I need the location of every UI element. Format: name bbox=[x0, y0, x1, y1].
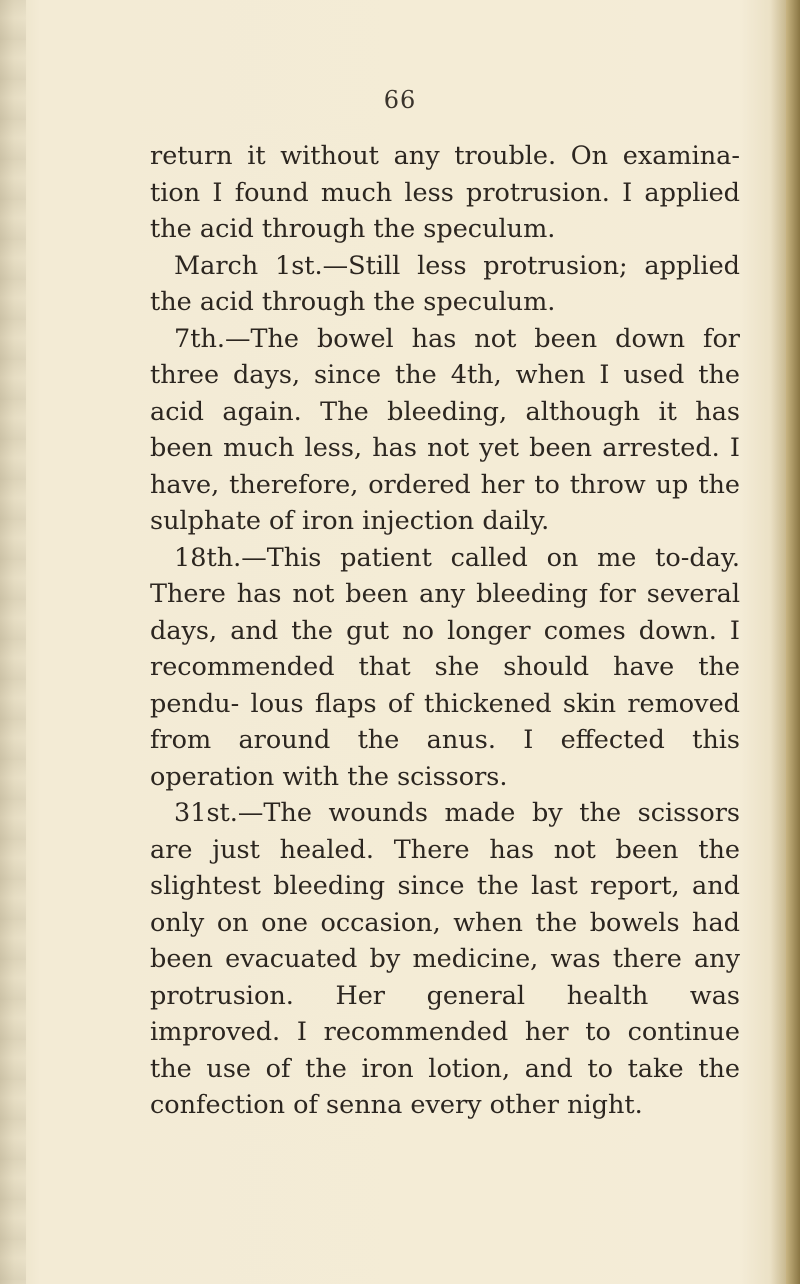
paragraph-7th: 7th.—The bowel has not been down for three days, since the 4th, when I used the acid again. The bleeding, although it has been much less, has not yet been arrested. I have, therefore, ordered her to throw up the sulphate of iron injection daily. bbox=[150, 323, 740, 536]
page-number: 66 bbox=[383, 86, 417, 114]
paragraph-continuation: return it without any trouble. On examina- tion I found much less protrusion. I applied the acid through the speculum. bbox=[150, 141, 740, 244]
page-edge bbox=[786, 0, 800, 1284]
page-binding-shadow bbox=[0, 0, 26, 1284]
body-text bbox=[150, 138, 740, 1124]
paragraph-march-1st: March 1st.—Still less protrusion; applied the acid through the speculum. bbox=[150, 250, 740, 317]
paragraph-18th: 18th.—This patient called on me to-day. There has not been any bleeding for several days, and the gut no longer comes down. I recommended that she should have the pendu- lous flaps of thickened skin removed from around the anus. I effected this operation with the scissors. bbox=[150, 542, 740, 792]
paragraph-31st: 31st.—The wounds made by the scissors are just healed. There has not been the slightest bleeding since the last report, and only on one occasion, when the bowels had been evacuated by medicine, was there any protrusion. Her general health was improved. I recommended her to continue the use of the iron lotion, and to take the confection of senna every other night. bbox=[150, 798, 740, 1120]
